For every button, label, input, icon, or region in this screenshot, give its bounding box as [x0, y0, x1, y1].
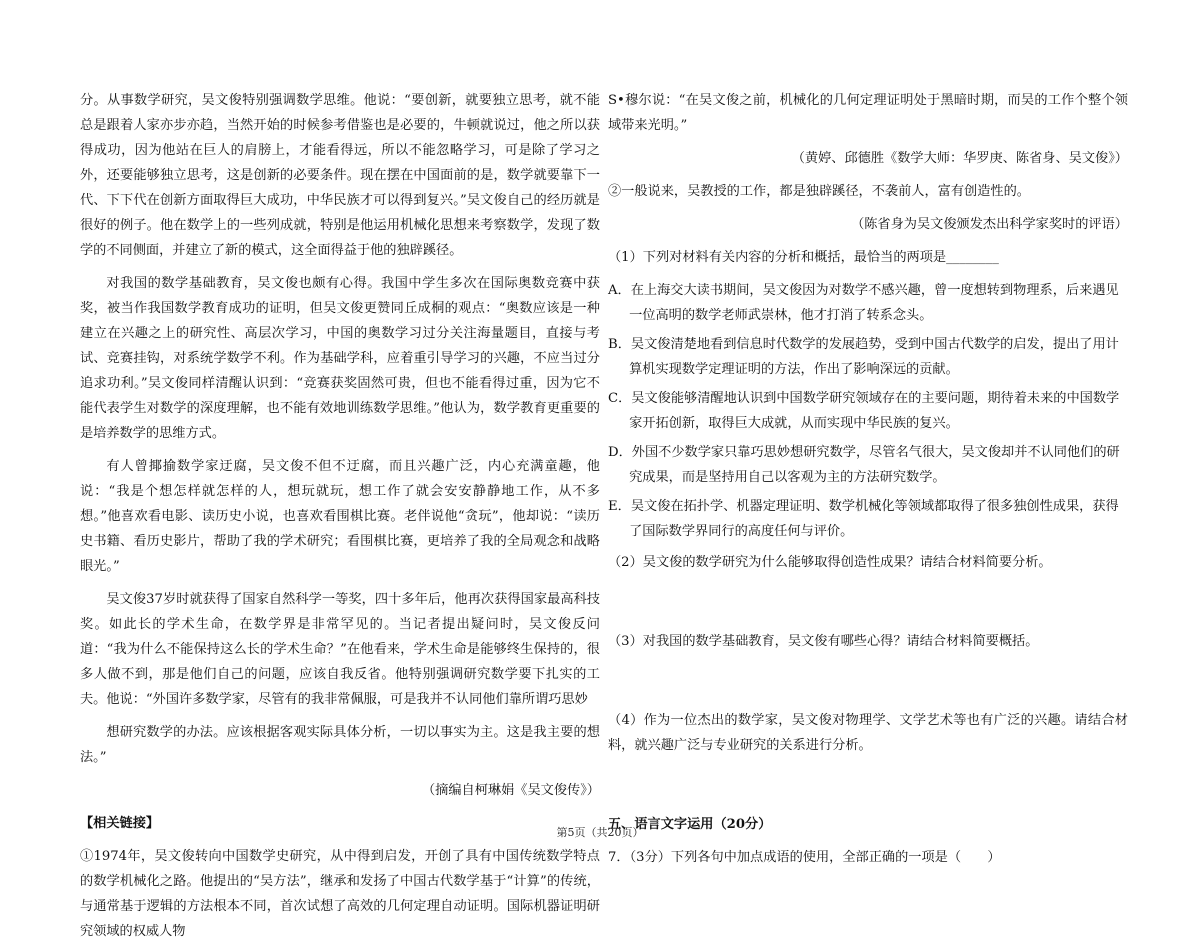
page-footer: 第5页（共20页）: [556, 826, 644, 839]
related-link-2: ②一般说来，吴教授的工作，都是独辟蹊径，不袭前人，富有创造性的。: [608, 184, 1030, 199]
section-5-heading: 五、语言文字运用（20分）: [608, 817, 772, 832]
question-1-option-e: E．吴文俊在拓扑学、机器定理证明、数学机械化等领域都取得了很多独创性成果，获得了国际数学界同行的高度任何与评价。: [608, 499, 1119, 539]
passage-paragraph-2: 对我国的数学基础教育，吴文俊也颇有心得。我国中学生多次在国际奥数竞赛中获奖，被当作我国数学教育成功的证明，但吴文俊更赞同丘成桐的观点：“奥数应该是一种建立在兴趣之上的研究性、高层次学习，中国的奥数学习过分关注海量题目，直接与考试、竞赛挂钩，对系统学数学不利。作为基础学科，应着重引导学习的兴趣，不应当过分追求功利。”吴文俊同样清醒认识到：“竞赛获奖固然可贵，但也不能看得过重，因为它不能代表学生对数学的深度理解，也不能有效地训练数学思维。”他认为，数学教育更重要的是培养数学的思维方式。: [80, 276, 600, 441]
passage-paragraph-1: 分。从事数学研究，吴文俊特别强调数学思维。他说：“要创新，就要独立思考，就不能总是跟着人家亦步亦趋，当然开始的时候参考借鉴也是必要的，牛顿就说过，他之所以获得成功，因为他站在巨人的肩膀上，才能看得远，所以不能忽略学习，可是除了学习之外，还要能够独立思考，这是创新的必要条件。现在摆在中国面前的是，数学就要靠下一代、下下代在创新方面取得巨大成功，中华民族才可以得到复兴。”吴文俊自己的经历就是很好的例子。他在数学上的一些列成就，特别是他运用机械化思想来考察数学，发现了数学的不同侧面，并建立了新的模式，这全面得益于他的独辟蹊径。: [80, 93, 600, 258]
question-1: [608, 245, 1128, 544]
question-1-option-d: D．外国不少数学家只靠巧思妙想研究数学，尽管名气很大，吴文俊却并不认同他们的研究成果，而是坚持用自己以客观为主的方法研究数学。: [608, 445, 1120, 485]
related-link-1-continued: S•穆尔说：“在吴文俊之前，机械化的几何定理证明处于黑暗时期，而吴的工作个整个领域带来光明。”: [608, 93, 1128, 133]
question-1-option-a: A．在上海交大读书期间，吴文俊因为对数学不感兴趣，曾一度想转到物理系，后来遇见一位高明的数学老师武崇林，他才打消了转系念头。: [608, 283, 1119, 323]
passage-source: （摘编自柯琳娟《吴文俊传》）: [421, 783, 600, 798]
question-3: （3）对我国的数学基础教育，吴文俊有哪些心得？请结合材料简要概括。: [608, 634, 1039, 649]
related-link-2-source: （陈省身为吴文俊颁发杰出科学家奖时的评语）: [851, 217, 1128, 232]
related-link-1-source: （黄婷、邱德胜《数学大师：华罗庚、陈省身、吴文俊》）: [791, 151, 1128, 166]
answer-space-3: [608, 662, 1128, 708]
answer-space-2: [608, 583, 1128, 629]
passage-paragraph-4: 吴文俊37岁时就获得了国家自然科学一等奖，四十多年后，他再次获得国家最高科技奖。如此长的学术生命，在数学界是非常罕见的。当记者提出疑问时，吴文俊反问道：“我为什么不能保持这么长的学术生命？”在他看来，学术生命是能够终生保持的，很多人做不到，那是他们自己的问题，应该自我反省。他特别强调研究数学要下扎实的工夫。他说：“外国许多数学家，尽管有的我非常佩服，可是我并不认同他们靠所谓巧思妙: [80, 592, 600, 707]
question-1-option-b: B．吴文俊清楚地看到信息时代数学的发展趋势，受到中国古代数学的启发，提出了用计算机实现数学定理证明的方法，作出了影响深远的贡献。: [608, 337, 1119, 377]
question-2: （2）吴文俊的数学研究为什么能够取得创造性成果？请结合材料简要分析。: [608, 555, 1052, 570]
question-1-option-c: C．吴文俊能够清醒地认识到中国数学研究领域存在的主要问题，期待着未来的中国数学家开拓创新，取得巨大成就，从而实现中华民族的复兴。: [608, 391, 1120, 431]
answer-space-4: [608, 766, 1128, 812]
related-links-heading: 【相关链接】: [80, 816, 160, 831]
question-7: 7．（3分）下列各句中加点成语的使用，全部正确的一项是（ ）: [608, 850, 1001, 865]
related-link-1: ①1974年，吴文俊转向中国数学史研究，从中得到启发，开创了具有中国传统数学特点的数学机械化之路。他提出的“吴方法”，继承和发扬了中国古代数学基于“计算”的传统，与通常基于逻辑的方法根本不同，首次试想了高效的几何定理自动证明。国际机器证明研究领域的权威人物: [80, 849, 600, 939]
question-4: （4）作为一位杰出的数学家，吴文俊对物理学、文学艺术等也有广泛的兴趣。请结合材料，就兴趣广泛与专业研究的关系进行分析。: [608, 713, 1128, 753]
right-column: [608, 88, 1128, 865]
passage-paragraph-3: 有人曾揶揄数学家迂腐，吴文俊不但不迂腐，而且兴趣广泛，内心充满童趣，他说：“我是个想怎样就怎样的人，想玩就玩，想工作了就会安安静静地工作，从不多想。”他喜欢看电影、读历史小说，也喜欢看围棋比赛。老伴说他“贪玩”，他却说：“读历史书籍、看历史影片，帮助了我的学术研究；看围棋比赛，更培养了我的全局观念和战略眼光。”: [80, 459, 600, 574]
question-1-stem: （1）下列对材料有关内容的分析和概括，最恰当的两项是________: [608, 250, 999, 265]
passage-paragraph-5: 想研究数学的办法。应该根据客观实际具体分析，一切以事实为主。这是我主要的想法。”: [80, 725, 600, 765]
